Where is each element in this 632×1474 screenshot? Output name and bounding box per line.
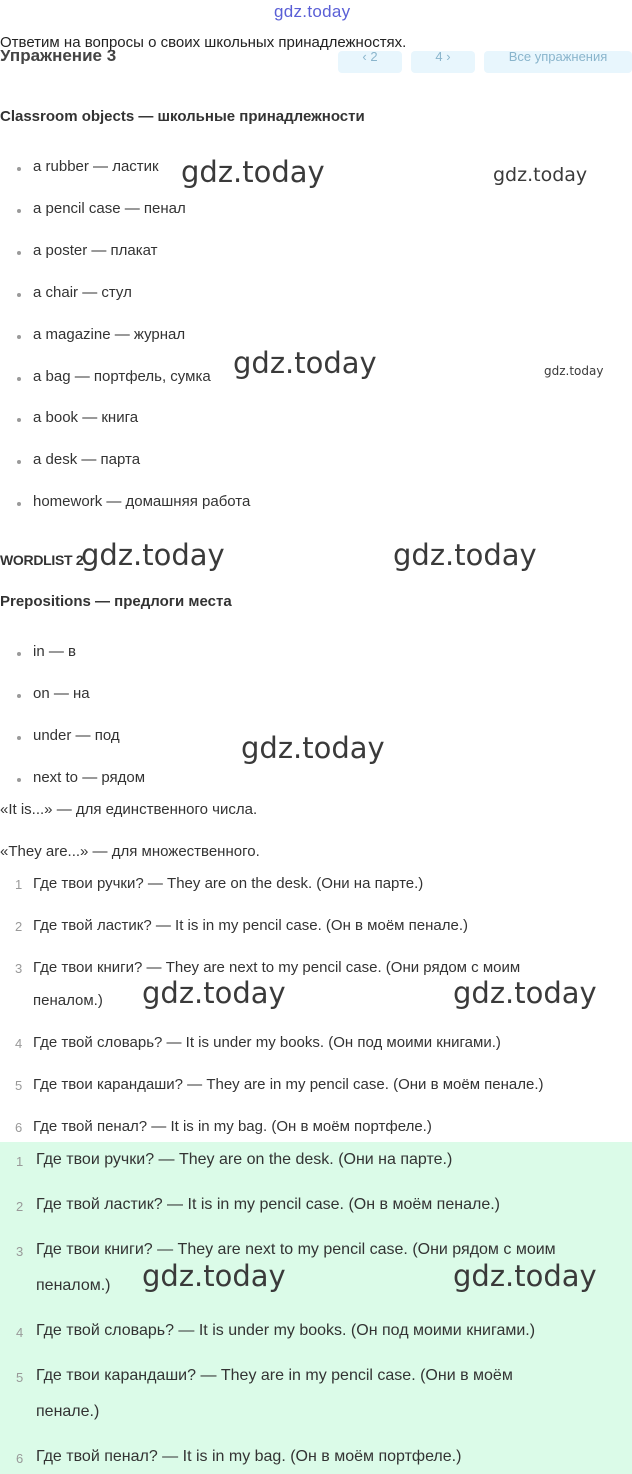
watermark: gdz.today — [544, 364, 604, 378]
answer-number: 5 — [15, 1078, 23, 1093]
watermark: gdz.today — [233, 346, 377, 380]
answer-number: 5 — [16, 1370, 24, 1385]
watermark: gdz.today — [393, 538, 537, 572]
answer-line: Где твой ластик? — It is in my pencil case. (Он в моём пенале.) — [33, 917, 468, 934]
site-logo[interactable]: gdz.today — [274, 2, 351, 21]
note-plural: «They are...» — для множественного. — [0, 843, 260, 860]
watermark: gdz.today — [142, 1259, 286, 1293]
highlighted-answers-block — [0, 1142, 632, 1474]
list-item: a poster — плакат — [33, 242, 158, 259]
answer-line: Где твой пенал? — It is in my bag. (Он в моём портфеле.) — [36, 1448, 462, 1465]
bullet-icon — [17, 335, 21, 339]
answer-number: 4 — [15, 1036, 23, 1051]
next-exercise-button[interactable]: 4 › — [411, 51, 475, 73]
exercise-title: Упражнение 3 — [0, 50, 117, 64]
bullet-icon — [17, 209, 21, 213]
answer-number: 2 — [16, 1199, 24, 1214]
answer-line-continued: пенале.) — [36, 1403, 100, 1420]
note-singular: «It is...» — для единственного числа. — [0, 801, 258, 818]
list-item: on — на — [33, 685, 90, 702]
answer-line: Где твои ручки? — They are on the desk. (Они на парте.) — [36, 1151, 453, 1168]
answer-line: Где твои карандаши? — They are in my pencil case. (Они в моём пенале.) — [33, 1076, 544, 1093]
list-item: a book — книга — [33, 409, 139, 426]
bullet-icon — [17, 377, 21, 381]
answer-number: 3 — [16, 1244, 24, 1259]
list-item: a desk — парта — [33, 451, 141, 468]
answer-line: Где твои карандаши? — They are in my pencil case. (Они в моём — [36, 1367, 513, 1384]
list-item: next to — рядом — [33, 769, 146, 786]
watermark: gdz.today — [181, 155, 325, 189]
bullet-icon — [17, 652, 21, 656]
list-item: homework — домашняя работа — [33, 493, 251, 510]
watermark: gdz.today — [453, 1259, 597, 1293]
list-item: under — под — [33, 727, 120, 744]
bullet-icon — [17, 293, 21, 297]
watermark: gdz.today — [241, 731, 385, 765]
bullet-icon — [17, 694, 21, 698]
answer-line: Где твой ластик? — It is in my pencil case. (Он в моём пенале.) — [36, 1196, 500, 1213]
list-item: in — в — [33, 643, 76, 660]
answer-line: Где твой словарь? — It is under my books. (Он под моими книгами.) — [36, 1322, 536, 1339]
list-item: a bag — портфель, сумка — [33, 368, 211, 385]
prev-exercise-button[interactable]: ‹ 2 — [338, 51, 402, 73]
section-title-classroom-objects: Classroom objects — школьные принадлежности — [0, 108, 365, 125]
list-item: a pencil case — пенал — [33, 200, 186, 217]
answer-line: Где твои книги? — They are next to my pencil case. (Они рядом с моим — [36, 1241, 556, 1258]
answer-line-continued: пеналом.) — [33, 992, 103, 1009]
list-item: a magazine — журнал — [33, 326, 186, 343]
task-description: Ответим на вопросы о своих школьных принадлежностях. — [0, 34, 407, 51]
list-item: a rubber — ластик — [33, 158, 159, 175]
answer-line: Где твои ручки? — They are on the desk. (Они на парте.) — [33, 875, 424, 892]
all-exercises-button[interactable]: Все упражнения — [484, 51, 632, 73]
answer-number: 6 — [15, 1120, 23, 1135]
watermark: gdz.today — [493, 164, 588, 186]
wordlist-label: WORDLIST 2 — [0, 552, 84, 568]
answer-number: 4 — [16, 1325, 24, 1340]
section-title-prepositions: Prepositions — предлоги места — [0, 593, 232, 610]
watermark: gdz.today — [81, 538, 225, 572]
answer-number: 1 — [16, 1154, 24, 1169]
answer-number: 2 — [15, 919, 23, 934]
list-item: a chair — стул — [33, 284, 132, 301]
bullet-icon — [17, 251, 21, 255]
bullet-icon — [17, 736, 21, 740]
answer-number: 6 — [16, 1451, 24, 1466]
bullet-icon — [17, 418, 21, 422]
answer-line: Где твой пенал? — It is in my bag. (Он в моём портфеле.) — [33, 1118, 432, 1135]
watermark: gdz.today — [142, 976, 286, 1010]
answer-line: Где твой словарь? — It is under my books. (Он под моими книгами.) — [33, 1034, 501, 1051]
answer-number: 1 — [15, 877, 23, 892]
bullet-icon — [17, 460, 21, 464]
bullet-icon — [17, 778, 21, 782]
bullet-icon — [17, 502, 21, 506]
watermark: gdz.today — [453, 976, 597, 1010]
answer-line-continued: пеналом.) — [36, 1277, 111, 1294]
answer-number: 3 — [15, 961, 23, 976]
bullet-icon — [17, 167, 21, 171]
answer-line: Где твои книги? — They are next to my pencil case. (Они рядом с моим — [33, 959, 521, 976]
